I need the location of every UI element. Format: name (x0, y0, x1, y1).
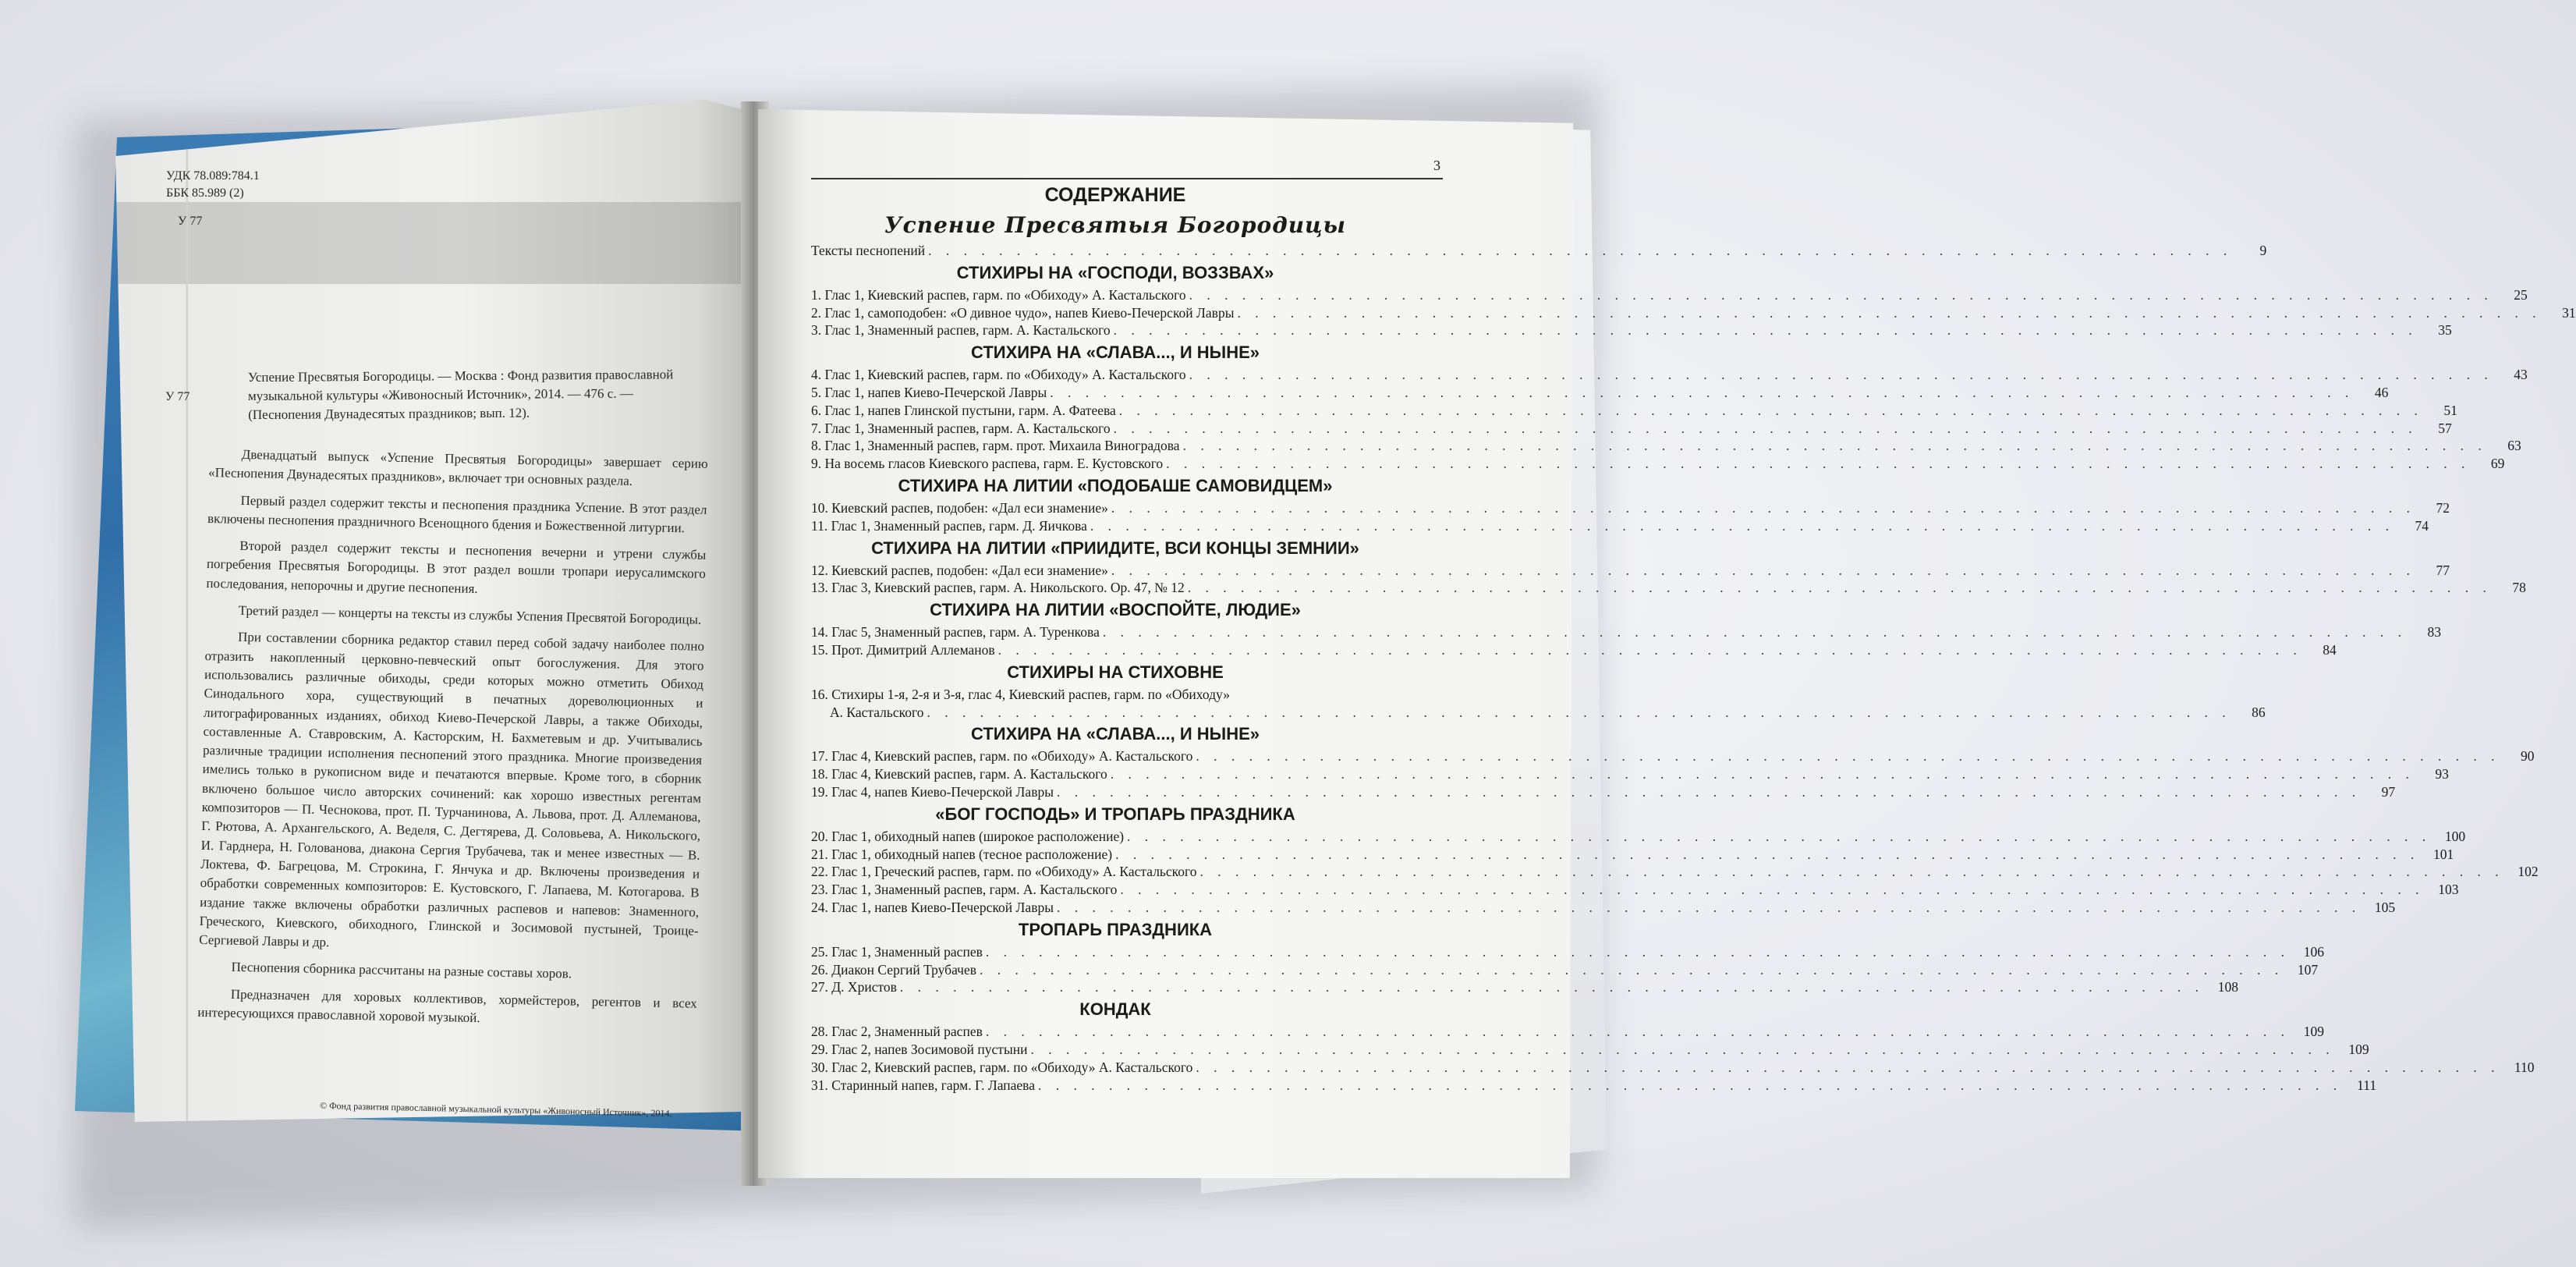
toc-entry-page: 31 (2562, 304, 2576, 321)
leader-dots (1112, 846, 2422, 864)
leader-dots (1116, 402, 2426, 420)
toc-entry (811, 686, 1419, 704)
toc-entry-title: 11. Глас 1, Знаменный распев, гарм. Д. Яичкова (811, 517, 1087, 534)
leader-dots (1111, 420, 2421, 438)
toc-entry-page: 77 (2436, 562, 2450, 578)
toc-entry-page: 101 (2432, 846, 2454, 862)
toc-entry-page: 90 (2521, 748, 2535, 765)
leader-dots (1087, 517, 2397, 535)
toc-section-heading: ТРОПАРЬ ПРАЗДНИКА (1018, 919, 1213, 939)
toc-entry-page: 83 (2427, 624, 2441, 641)
toc-entry-title: 10. Киевский распев, подобен: «Дал еси знамение» (811, 499, 1108, 516)
toc-entry-title: 31. Старинный напев, гарм. Г. Лапаева (811, 1077, 1035, 1093)
toc-entry-title: 8. Глас 1, Знаменный распев, гарм. прот. Михаила Виноградова (811, 438, 1180, 454)
toc-entry-title: 16. Стихиры 1-я, 2-я и 3-я, глас 4, Киевский распев, гарм. по «Обиходу» (811, 686, 1230, 702)
toc-entry (811, 765, 2449, 783)
toc-entry (811, 961, 2319, 979)
author-mark: У 77 (178, 215, 203, 228)
leader-dots (1054, 899, 2364, 917)
toc-entry-title: 28. Глас 2, Знаменный распев (811, 1024, 983, 1040)
toc-entry-page: 107 (2297, 961, 2319, 978)
leader-dots (1035, 1077, 2345, 1095)
toc-section-heading: «БОГ ГОСПОДЬ» И ТРОПАРЬ ПРАЗДНИКА (935, 804, 1295, 824)
leader-dots (1108, 499, 2418, 517)
toc-entry (811, 943, 2324, 961)
toc-entry (811, 783, 2396, 801)
toc-subtitle: Успение Пресвятыя Богородицы (884, 212, 1347, 238)
toc-entry-page: 86 (2252, 704, 2266, 720)
toc-entry (811, 1023, 2324, 1041)
toc-entry-page: 84 (2323, 641, 2337, 658)
toc-section-heading: СТИХИРА НА ЛИТИИ «ПРИИДИТЕ, ВСИ КОНЦЫ ЗЕМНИИ» (871, 538, 1359, 558)
toc-entry (811, 846, 2454, 864)
annotation-paragraph: Двенадцатый выпуск «Успение Пресвятыя Богородицы» завершает серию «Песнопения Двунадесятых праздников», включает три основных раздела. (208, 446, 708, 489)
toc-entry-title: 24. Глас 1, напев Киево-Печерской Лавры (811, 899, 1054, 915)
leader-dots (1197, 863, 2507, 881)
toc-entry (811, 863, 2539, 881)
toc-entry-page: 108 (2217, 979, 2239, 996)
annotation-paragraph: Предназначен для хоровых коллективов, хормейстеров, регентов и всех интересующихся православной хоровой музыкой. (197, 986, 697, 1026)
toc-title: СОДЕРЖАНИЕ (1044, 184, 1186, 206)
toc-entry (811, 881, 2459, 899)
leader-dots (1234, 304, 2544, 322)
leader-dots (1124, 828, 2434, 846)
leader-dots (1117, 881, 2427, 899)
toc-entry-page: 100 (2444, 828, 2466, 844)
toc-entry (811, 455, 2505, 473)
toc-entry (811, 242, 2267, 260)
toc-entry-title: 19. Глас 4, напев Киево-Печерской Лавры (811, 783, 1054, 800)
toc-entry-page: 25 (2514, 286, 2528, 303)
toc-entry-title: 13. Глас 3, Киевский распев, гарм. А. Никольского. Ор. 47, № 12 (811, 580, 1185, 596)
toc-entry-title: 22. Глас 1, Греческий распев, гарм. по «Обиходу» А. Кастальского (811, 864, 1197, 880)
leader-dots (1054, 783, 2364, 801)
leader-dots (995, 641, 2305, 659)
leader-dots (1107, 765, 2418, 783)
toc-entry (811, 978, 2239, 996)
leader-dots (1192, 747, 2503, 765)
toc-entry-page: 109 (2303, 1024, 2324, 1040)
toc-entry-page: 97 (2381, 783, 2396, 800)
toc-entry-page: 105 (2374, 899, 2396, 915)
toc-entry-page: 74 (2415, 517, 2429, 534)
udc-code: УДК 78.089:784.1 (166, 169, 260, 183)
toc-entry-title: 9. На восемь гласов Киевского распева, гарм. Е. Кустовского (811, 456, 1164, 472)
leader-dots (1100, 623, 2410, 641)
annotation-paragraph: Третий раздел — концерты на тексты из службы Успения Пресвятой Богородицы. (238, 602, 702, 627)
toc-section-heading: СТИХИРЫ НА СТИХОВНЕ (1007, 662, 1224, 682)
annotation-paragraph: При составлении сборника редактор ставил перед собой задачу наиболее полно отразить накопленный церковно-певческий опыт богослужения. Для этого использовались различные обиходы, среди которых можно отметить Обиход Синодального хора, существующий в печатных дореволюционных и литографированных изданиях, обиход Киево-Печерской Лавры, а также Обиходы, составленные А. Ставровским, А. Касторским, Н. Бахметевым и др. Учитывались различные традиции исполнения песнопений этого праздника. Многие произведения имелись только в рукописном виде и печатаются впервые. Кроме того, в сборник включено большое число авторских сочинений: как хорошо известных регентам композиторов — П. Чеснокова, прот. П. Турчанинова, А. Львова, прот. Д. Аллеманова, Г. Рютова, А. Архангельского, А. Веделя, С. Дегтярева, Д. Соловьева, А. Никольского, И. Гарднера, Н. Голованова, диакона Сергия Трубачева, так и менее известных — В. Локтева, Ф. Багрецова, М. Строкина, Г. Янчука и др. Включены произведения и обработки современных композиторов: Е. Кустовского, Г. Лапаева, М. Котогарова. В издание также включены обработки различных распевов и напевов: Знаменного, Греческого, Киевского, обиходного, Глинской и Зосимовой пустыней, Троице-Сергиевой Лавры и др. (199, 630, 705, 950)
toc-entry (811, 562, 2450, 580)
leader-dots (976, 961, 2287, 979)
toc-entry-page: 43 (2514, 367, 2528, 383)
toc-entry-page: 110 (2514, 1059, 2535, 1075)
toc-entry-page: 78 (2512, 580, 2526, 596)
toc-entry (811, 1059, 2535, 1077)
toc-entry (811, 828, 2466, 846)
leader-dots (1163, 455, 2473, 473)
toc-entry (811, 499, 2450, 517)
toc-entry-title: А. Кастальского (830, 704, 924, 720)
toc-entry-title: 14. Глас 5, Знаменный распев, гарм. А. Туренкова (811, 624, 1100, 641)
toc-entry-page: 57 (2438, 420, 2452, 436)
toc-entry-page: 109 (2348, 1041, 2369, 1057)
toc-entry (811, 899, 2396, 917)
toc-entry-page: 72 (2436, 499, 2450, 516)
toc-entry-page: 69 (2490, 456, 2505, 472)
toc-section-heading: СТИХИРЫ НА «ГОСПОДИ, ВОЗЗВАХ» (956, 262, 1274, 282)
toc-entry-title: 18. Глас 4, Киевский распев, гарм. А. Кастальского (811, 766, 1107, 783)
toc-entry-title: 27. Д. Христов (811, 979, 897, 996)
toc-section-heading: СТИХИРА НА ЛИТИИ «ПОДОБАШЕ САМОВИДЦЕМ» (898, 475, 1333, 495)
toc-entry-page: 9 (2259, 243, 2267, 258)
annotation-paragraph: Первый раздел содержит тексты и песнопения праздника Успение. В этот раздел включены песнопения праздничного Всенощного бдения и Божественной литургии. (207, 492, 707, 536)
toc-entry-title: 6. Глас 1, напев Глинской пустыни, гарм. А. Фатеева (811, 402, 1116, 418)
toc-entry-title: 21. Глас 1, обиходный напев (тесное расположение) (811, 846, 1113, 862)
toc-entry (811, 1041, 2369, 1059)
toc-section-heading: СТИХИРА НА ЛИТИИ «ВОСПОЙТЕ, ЛЮДИЕ» (930, 600, 1301, 620)
leader-dots (1185, 579, 2495, 597)
toc-entry-title: 4. Глас 1, Киевский распев, гарм. по «Обиходу» А. Кастальского (811, 367, 1186, 383)
toc-entry (811, 304, 2576, 322)
toc-entry (811, 1077, 2377, 1095)
bibliographic-record: Успение Пресвятыя Богородицы. — Москва : Фонд развития православной музыкальной культуры «Живоносный Источник», 2014. — 476 с. — (Песнопения Двунадесятых праздников; вып. 12). (247, 367, 674, 423)
leader-dots (1108, 562, 2418, 580)
header-rule (811, 178, 1443, 179)
toc-entry-title: Тексты песнопений (811, 243, 926, 258)
toc-entry (811, 517, 2429, 535)
toc-entry-title: 3. Глас 1, Знаменный распев, гарм. А. Кастальского (811, 322, 1111, 339)
leader-dots (1027, 1041, 2337, 1059)
bib-author-mark: У 77 (165, 390, 190, 403)
toc-entry-title: 12. Киевский распев, подобен: «Дал еси знамение» (811, 562, 1108, 578)
toc-entry-title: 20. Глас 1, обиходный напев (широкое расположение) (811, 828, 1125, 844)
copyright-line: © Фонд развития православной музыкальной культуры «Живоносный Источник», 2014. (319, 1099, 672, 1120)
leader-dots (1192, 1059, 2503, 1077)
leader-dots (1047, 384, 2357, 402)
toc-entry (811, 704, 2266, 722)
toc-entry-page: 63 (2507, 438, 2521, 454)
toc-entry-title: 5. Глас 1, напев Киево-Печерской Лавры (811, 384, 1047, 400)
toc-entry-title: 2. Глас 1, самоподобен: «О дивное чудо», напев Киево-Печерской Лавры (811, 304, 1235, 321)
toc-entry-page: 111 (2357, 1077, 2377, 1093)
annotation-paragraph: Второй раздел содержит тексты и песнопения вечерни и утрени службы погребения Пресвятыя Богородицы. В этот раздел вошли тропари иерусалимского последования, непорочны и другие песнопения. (206, 538, 707, 596)
toc-entry (811, 384, 2389, 402)
toc-entry (811, 420, 2452, 438)
toc-entry-page: 106 (2303, 943, 2324, 960)
page-number: 3 (1433, 158, 1440, 173)
toc-entry (811, 402, 2457, 420)
toc-entry-title: 26. Диакон Сергий Трубачев (811, 961, 976, 978)
bbk-code: ББК 85.989 (2) (166, 186, 244, 200)
toc-section-heading: СТИХИРА НА «СЛАВА..., И НЫНЕ» (971, 342, 1260, 363)
catalog-codes (166, 168, 260, 202)
toc-entry-page: 93 (2435, 766, 2449, 783)
toc-entry (811, 579, 2526, 597)
annotation-paragraph: Песнопения сборника рассчитаны на разные составы хоров. (231, 960, 572, 981)
toc-entry (811, 366, 2528, 384)
toc-section-heading: СТИХИРА НА «СЛАВА..., И НЫНЕ» (971, 724, 1260, 744)
toc-entry-page: 51 (2443, 402, 2457, 418)
toc-entry (811, 286, 2528, 304)
toc-entry-title: 30. Глас 2, Киевский распев, гарм. по «Обиходу» А. Кастальского (811, 1059, 1193, 1075)
toc-entry (811, 321, 2452, 339)
toc-entry-title: 23. Глас 1, Знаменный распев, гарм. А. Кастальского (811, 882, 1118, 898)
toc-entry (811, 623, 2441, 641)
toc-entry-page: 35 (2438, 322, 2452, 339)
toc-entry (811, 437, 2521, 455)
toc-entry-title: 7. Глас 1, Знаменный распев, гарм. А. Кастальского (811, 420, 1111, 436)
toc-entry-title: 25. Глас 1, Знаменный распев (811, 943, 983, 960)
toc-entry (811, 747, 2535, 765)
leader-dots (923, 704, 2234, 722)
table-of-contents (811, 242, 2576, 1094)
toc-entry-page: 46 (2374, 384, 2389, 400)
leader-dots (983, 943, 2293, 961)
toc-entry-title: 17. Глас 4, Киевский распев, гарм. по «Обиходу» А. Кастальского (811, 748, 1193, 765)
toc-entry-title: 15. Прот. Димитрий Аллеманов (811, 641, 995, 658)
toc-entry-title: 29. Глас 2, напев Зосимовой пустыни (811, 1041, 1028, 1057)
toc-entry-title: 1. Глас 1, Киевский распев, гарм. по «Обиходу» А. Кастальского (811, 286, 1186, 303)
leader-dots (1180, 437, 2490, 455)
toc-section-heading: КОНДАК (1079, 999, 1151, 1020)
annotation-text (197, 445, 708, 1032)
leader-dots (1111, 321, 2421, 339)
leader-dots (1186, 286, 2496, 304)
toc-entry (811, 641, 2337, 659)
leader-dots (1186, 366, 2496, 384)
leader-dots (983, 1023, 2293, 1041)
leader-dots (897, 978, 2207, 996)
toc-entry-page: 103 (2438, 882, 2459, 898)
toc-entry-page: 102 (2518, 864, 2539, 880)
leader-dots (925, 242, 2235, 260)
